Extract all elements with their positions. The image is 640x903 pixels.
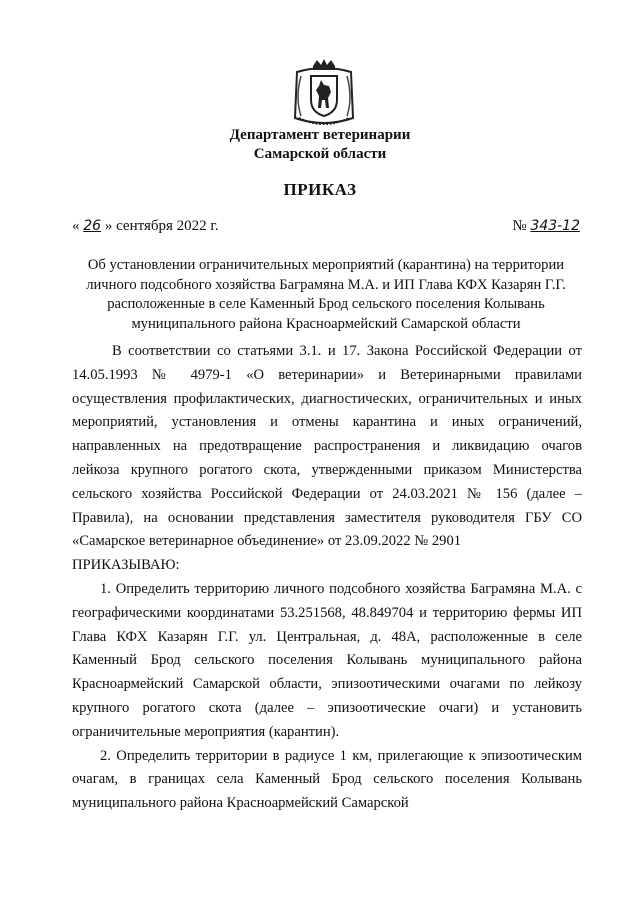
date-quote-open: « [72,218,80,234]
order-body [72,340,582,816]
order-subject [72,256,580,334]
subject-line-1: Об установлении ограничительных мероприятий (карантина) на территории [87,257,565,273]
number-sign: № [512,218,527,234]
department-line-1: Департамент ветеринарии [229,127,411,143]
subject-line-2: личного подсобного хозяйства Баграмяна М.А. и ИП Глава КФХ Казарян Г.Г. [86,276,566,293]
order-number [512,218,580,235]
subject-line-4: муниципального района Красноармейский Самарской области [131,315,521,332]
order-date [72,218,219,235]
preamble-paragraph: В соответствии со статьями 3.1. и 17. Закона Российской Федерации от 14.05.1993 № 4979-1 «О ветеринарии» и Ветеринарными правилами осуществления профилактических, диагностических, ограничительных и иных мероприятий, установления и отмены карантина и иных ограничений, направленных на предотвращение распространения и ликвидацию очагов лейкоза крупного рогатого скота, утвержденными приказом Министерства сельского хозяйства Российской Федерации от 24.03.2021 № 156 (далее – Правила), на основании представления заместителя руководителя ГБУ СО «Самарское ветеринарное объединение» от 23.09.2022 № 2901 [72,343,582,550]
samara-coat-of-arms-icon [291,58,357,128]
subject-line-3: расположенные в селе Каменный Брод сельского поселения Колывань [107,296,545,312]
directive-word: ПРИКАЗЫВАЮ: [72,557,180,574]
date-month-year: » сентября 2022 г. [104,218,219,234]
item-1-paragraph: 1. Определить территорию личного подсобного хозяйства Баграмяна М.А. с географическими координатами 53.251568, 48.849704 и территорию фермы ИП Глава КФХ Казарян Г.Г. ул. Центральная, д. 48А, расположенные в селе Каменный Брод сельского поселения Колывань муниципального района Красноармейский Самарской области, эпизоотическими очагами по лейкозу крупного рогатого скота (далее – эпизоотические очаги) и установить ограничительные мероприятия (карантин). [72,580,582,740]
number-handwritten: 343-12 [530,218,580,234]
date-day-handwritten: 26 [83,218,102,234]
department-name [0,126,640,164]
document-title: ПРИКАЗ [283,180,357,199]
department-line-2: Самарской области [253,146,387,162]
item-2-paragraph: 2. Определить территории в радиусе 1 км, прилегающие к эпизоотическим очагам, в границах села Каменный Брод сельского поселения Колывань муниципального района Красноармейский Самарской [72,747,582,812]
